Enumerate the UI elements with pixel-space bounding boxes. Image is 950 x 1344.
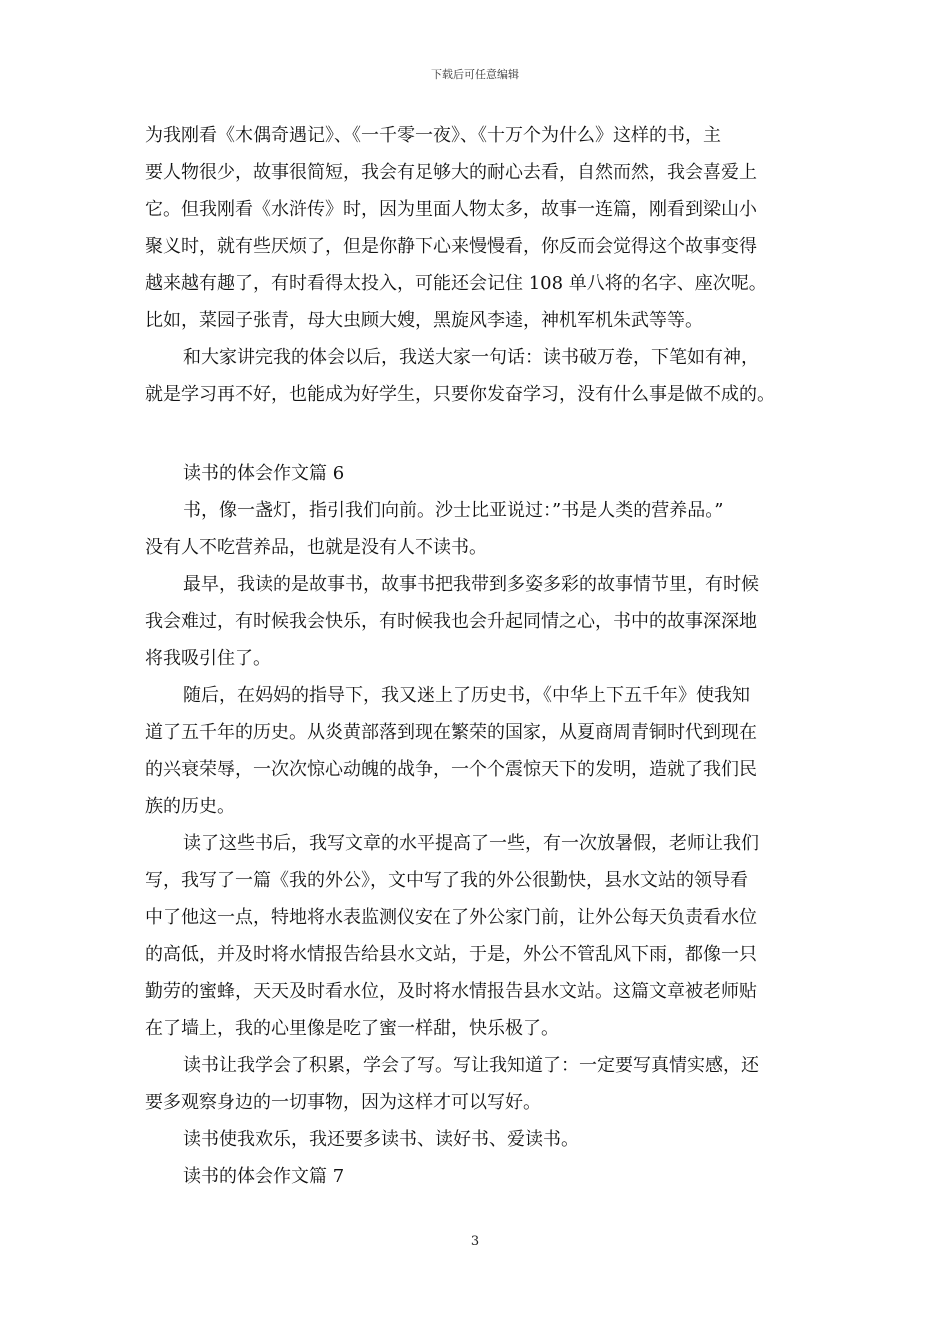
section-heading: 读书的体会作文篇 7	[183, 1166, 345, 1187]
text-line: 书，像一盏灯，指引我们向前。沙士比亚说过：”书是人类的营养品。”	[183, 500, 724, 521]
text-line: 比如，菜园子张青，母大虫顾大嫂，黑旋风李逵，神机军机朱武等等。	[145, 310, 703, 331]
text-line: 越来越有趣了，有时看得太投入，可能还会记住 108 单八将的名字、座次呢。	[145, 273, 767, 294]
text-line: 我会难过，有时候我会快乐，有时候我也会升起同情之心，书中的故事深深地	[145, 611, 757, 632]
text-line: 的兴衰荣辱，一次次惊心动魄的战争，一个个震惊天下的发明，造就了我们民	[145, 759, 757, 780]
text-line: 聚义时，就有些厌烦了，但是你静下心来慢慢看，你反而会觉得这个故事变得	[145, 236, 757, 257]
text-line: 就是学习再不好，也能成为好学生，只要你发奋学习，没有什么事是做不成的。	[145, 384, 775, 405]
text-line: 道了五千年的历史。从炎黄部落到现在繁荣的国家，从夏商周青铜时代到现在	[145, 722, 757, 743]
text-line: 最早，我读的是故事书，故事书把我带到多姿多彩的故事情节里，有时候	[183, 574, 759, 595]
text-line: 要人物很少，故事很简短，我会有足够大的耐心去看，自然而然，我会喜爱上	[145, 162, 757, 183]
text-line: 勤劳的蜜蜂，天天及时看水位，及时将水情报告县水文站。这篇文章被老师贴	[145, 981, 757, 1002]
text-line: 在了墙上，我的心里像是吃了蜜一样甜，快乐极了。	[145, 1018, 559, 1039]
page-header: 下载后可任意编辑	[431, 68, 519, 81]
text-line: 和大家讲完我的体会以后，我送大家一句话：读书破万卷，下笔如有神，	[183, 347, 759, 368]
text-line: 族的历史。	[145, 796, 235, 817]
text-line: 为我刚看《木偶奇遇记》、《一千零一夜》、《十万个为什么》这样的书，主	[145, 125, 721, 146]
text-line: 读了这些书后，我写文章的水平提高了一些，有一次放暑假，老师让我们	[183, 833, 759, 854]
text-line: 要多观察身边的一切事物，因为这样才可以写好。	[145, 1092, 541, 1113]
text-line: 将我吸引住了。	[145, 648, 271, 669]
text-line: 随后，在妈妈的指导下，我又迷上了历史书，《中华上下五千年》使我知	[183, 685, 750, 706]
text-line: 写，我写了一篇《我的外公》，文中写了我的外公很勤快，县水文站的领导看	[145, 870, 748, 891]
text-line: 没有人不吃营养品，也就是没有人不读书。	[145, 537, 487, 558]
text-line: 中了他这一点，特地将水表监测仪安在了外公家门前，让外公每天负责看水位	[145, 907, 757, 928]
page-number: 3	[470, 1234, 480, 1249]
text-line: 它。但我刚看《水浒传》时，因为里面人物太多，故事一连篇，刚看到梁山小	[145, 199, 757, 220]
text-line: 读书使我欢乐，我还要多读书、读好书、爱读书。	[183, 1129, 579, 1150]
text-line: 的高低，并及时将水情报告给县水文站，于是，外公不管乱风下雨，都像一只	[145, 944, 757, 965]
text-line: 读书让我学会了积累，学会了写。写让我知道了：一定要写真情实感，还	[183, 1055, 759, 1076]
section-heading: 读书的体会作文篇 6	[183, 463, 345, 484]
